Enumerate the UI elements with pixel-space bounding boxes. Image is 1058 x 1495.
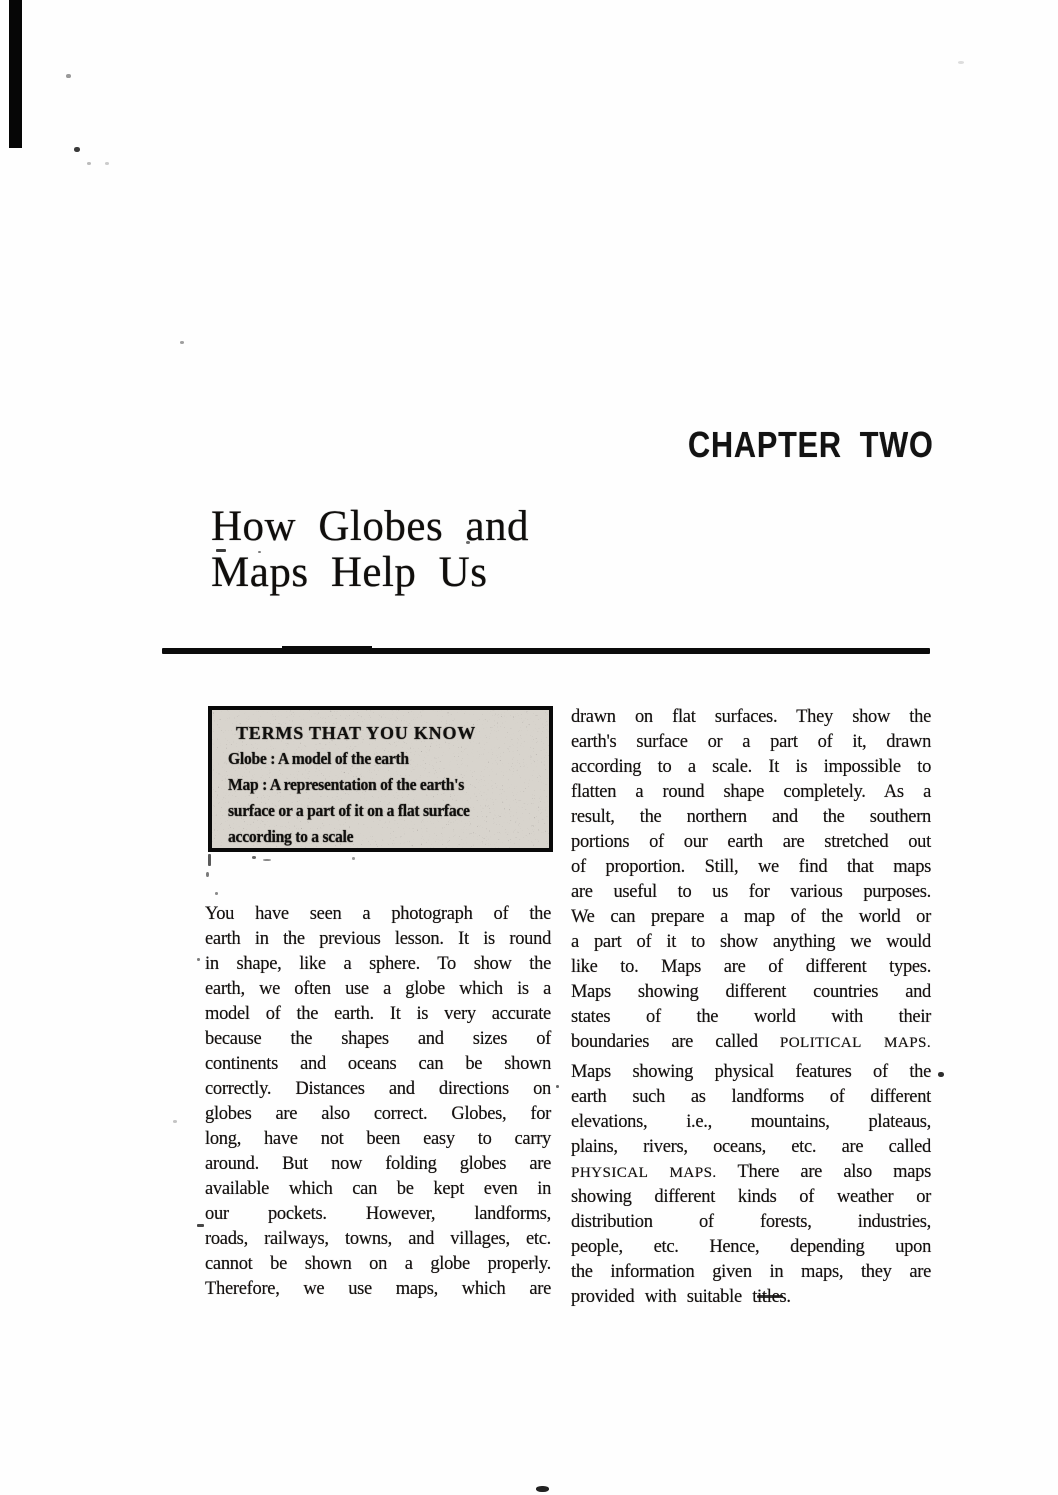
text-line: model of the earth. It is very accurate xyxy=(205,1004,551,1024)
scan-speck xyxy=(74,147,80,152)
scan-speck xyxy=(556,1085,559,1088)
scan-speck xyxy=(252,856,256,859)
text-line: Therefore, we use maps, which are xyxy=(205,1279,552,1299)
text-line: earth's surface or a part of it, drawn xyxy=(571,732,932,752)
small-caps-term: PHYSICAL xyxy=(571,1164,649,1181)
text-line: earth, we often use a globe which is a xyxy=(205,979,551,999)
text-line: people, etc. Hence, depending upon xyxy=(571,1237,932,1257)
scan-speck xyxy=(536,1486,549,1492)
scan-speck xyxy=(66,74,71,78)
text-line: drawn on flat surfaces. They show the xyxy=(571,707,931,727)
small-caps-term: MAPS. xyxy=(883,1034,932,1051)
text-line: Maps Help Us xyxy=(211,549,488,596)
text-line: You have seen a photograph of the xyxy=(205,904,552,924)
right-text-column xyxy=(571,705,931,1310)
text-line: Maps showing different countries and xyxy=(571,982,931,1002)
text-line: boundaries are called POLITICAL MAPS. xyxy=(571,1032,932,1052)
terms-box-heading: TERMS THAT YOU KNOW xyxy=(236,723,477,743)
text-line: long, have not been easy to carry xyxy=(205,1129,552,1149)
text-line: the information given in maps, they are xyxy=(571,1262,931,1282)
scan-speck xyxy=(197,958,200,961)
text-line: correctly. Distances and directions on xyxy=(205,1079,552,1099)
text-line: according to a scale xyxy=(228,827,354,846)
text-line: globes are also correct. Globes, for xyxy=(205,1104,551,1124)
text-line: How Globes and xyxy=(211,503,530,550)
small-caps-term: POLITICAL xyxy=(779,1034,862,1051)
text-line: flatten a round shape completely. As a xyxy=(571,782,931,802)
text-line: surface or a part of it on a flat surface xyxy=(228,801,470,820)
text-line: available which can be kept even in xyxy=(205,1179,552,1199)
scan-speck xyxy=(215,892,218,895)
text-line: We can prepare a map of the world or xyxy=(571,907,931,927)
scan-speck xyxy=(105,162,109,165)
page-title xyxy=(211,504,529,596)
text-line: distribution of forests, industries, xyxy=(571,1212,931,1232)
scan-speck xyxy=(263,859,271,861)
text-line: showing different kinds of weather or xyxy=(571,1187,931,1207)
text-line: earth in the previous lesson. It is round xyxy=(205,929,552,949)
text-line: elevations, i.e., mountains, plateaus, xyxy=(571,1112,931,1132)
scan-speck xyxy=(180,341,184,344)
terms-box-definitions xyxy=(228,746,537,850)
terms-box-content xyxy=(212,710,549,850)
scan-speck xyxy=(352,857,355,860)
scan-speck xyxy=(208,854,211,866)
text-line: Globe : A model of the earth xyxy=(228,749,409,768)
text-line: according to a scale. It is impossible to xyxy=(571,757,932,777)
text-line: continents and oceans can be shown xyxy=(205,1054,552,1074)
scan-artifact-corner-bar xyxy=(9,0,22,148)
text-line: around. But now folding globes are xyxy=(205,1154,552,1174)
divider-rule xyxy=(162,648,930,654)
scan-speck xyxy=(197,1224,204,1227)
text-line: states of the world with their xyxy=(571,1007,932,1027)
text-line: cannot be shown on a globe properly. xyxy=(205,1254,551,1274)
text-line: Maps showing physical features of the xyxy=(571,1062,932,1082)
text-line: portions of our earth are stretched out xyxy=(571,832,931,852)
text-line: in shape, like a sphere. To show the xyxy=(205,954,551,974)
scan-speck xyxy=(938,1072,944,1077)
terms-box xyxy=(208,706,553,852)
text-line: result, the northern and the southern xyxy=(571,807,931,827)
scan-speck xyxy=(87,162,91,165)
text-line: PHYSICAL MAPS. There are also maps xyxy=(571,1162,932,1182)
scan-speck xyxy=(173,1120,177,1123)
scan-speck xyxy=(958,61,964,64)
text-line: like to. Maps are of different types. xyxy=(571,957,932,977)
text-line: plains, rivers, oceans, etc. are called xyxy=(571,1137,932,1157)
scan-speck xyxy=(206,872,209,877)
text-line: are useful to us for various purposes. xyxy=(571,882,932,902)
text-line: provided with suitable titles. xyxy=(571,1287,791,1307)
chapter-heading: CHAPTER TWO xyxy=(688,424,934,465)
text-line: of proportion. Still, we find that maps xyxy=(571,857,932,877)
text-line: a part of it to show anything we would xyxy=(571,932,931,952)
text-line: roads, railways, towns, and villages, etc. xyxy=(205,1229,551,1249)
text-line: Map : A representation of the earth's xyxy=(228,775,465,794)
left-text-column xyxy=(205,902,551,1302)
small-caps-term: MAPS. xyxy=(669,1164,717,1181)
text-line: because the shapes and sizes of xyxy=(205,1029,552,1049)
text-line: our pockets. However, landforms, xyxy=(205,1204,552,1224)
text-line: earth such as landforms of different xyxy=(571,1087,932,1107)
